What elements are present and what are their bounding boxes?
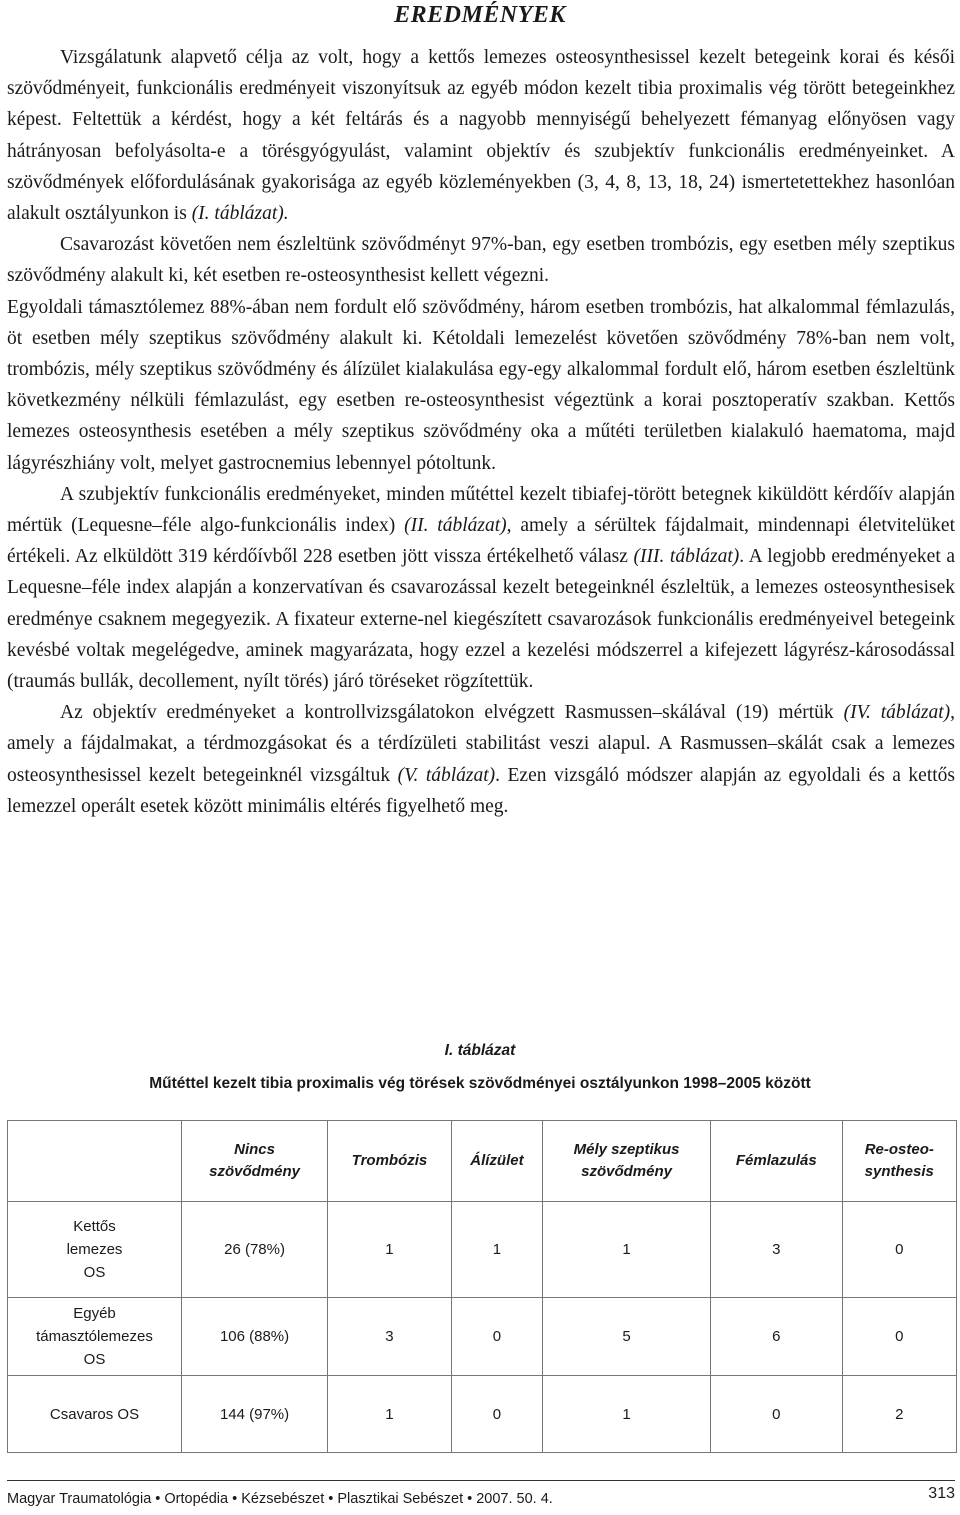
body-paragraph	[7, 229, 955, 291]
table-cell: 26 (78%)	[182, 1202, 328, 1298]
table-header-row	[8, 1121, 957, 1202]
col-header-implant-loosening: Fémlazulás	[711, 1121, 842, 1202]
paragraph-text: Csavarozást követően nem észleltünk szövődményt 97%-ban, egy esetben trombózis, egy esetben mély szeptikus szövődmény alakult ki, két esetben re-osteosynthesist kellett végezni.	[7, 234, 955, 287]
col-header-pseudarthrosis: Álízület	[451, 1121, 542, 1202]
table-cell: 3	[328, 1298, 452, 1376]
body-paragraph	[7, 479, 955, 697]
page-number: 313	[928, 1485, 955, 1502]
paragraph-text: , amely a sérültek fájdalmait, mindennapi életvitelüket értékeli. Az elküldött 319 kérdőívből 228 esetben jött vissza értékelhető válasz	[7, 515, 955, 568]
table-cell: 2	[842, 1376, 956, 1453]
table-header-corner	[8, 1121, 182, 1202]
col-header-thrombosis: Trombózis	[328, 1121, 452, 1202]
table-cell: 0	[451, 1298, 542, 1376]
table-cell: 144 (97%)	[182, 1376, 328, 1453]
footer-divider	[7, 1480, 955, 1481]
col-header-no-complication: Nincs szövődmény	[182, 1121, 328, 1202]
journal-citation: Magyar Traumatológia • Ortopédia • Kézsebészet • Plasztikai Sebészet • 2007. 50. 4.	[7, 1491, 553, 1507]
paragraph-text: Egyoldali támasztólemez 88%-ában nem fordult elő szövődmény, három esetben trombózis, hat alkalommal fémlazulás, öt esetben mély szeptikus szövődmény alakult ki. Kétoldali lemezelést követően szövődmény 78%-ban nem volt, trombózis, mély szeptikus szövődmény és álízület kialakulása egy-egy alkalommal fordult elő, három esetben észleltünk következmény nélküli fémlazulást, egy esetben re-osteosynthesist végeztünk a korai posztoperatív szakban. Kettős lemezes osteosynthesis esetében a mély szeptikus szövődmény oka a műtéti területben kialakuló haematoma, majd lágyrészhiány volt, melyet gastrocnemius lebennyel pótoltunk.	[7, 296, 955, 474]
complications-table	[7, 1120, 957, 1453]
table-reference: (I. táblázat).	[191, 203, 289, 225]
table-cell: 0	[451, 1376, 542, 1453]
article-body	[7, 42, 955, 822]
table-cell: 106 (88%)	[182, 1298, 328, 1376]
body-paragraph	[7, 697, 955, 822]
table-cell: 1	[328, 1202, 452, 1298]
table-cell: 5	[543, 1298, 711, 1376]
table-cell: 3	[711, 1202, 842, 1298]
table-cell: 0	[711, 1376, 842, 1453]
table-cell: 6	[711, 1298, 842, 1376]
paragraph-text: . A legjobb eredményeket a Lequesne–féle index alapján a konzervatívan és csavarozással kezelt betegeinknél észleltük, a lemezes osteosynthesisek eredménye csaknem megegyezik. A fixateur externe-nel kiegészített csavarozások funkcionális eredményeivel betegeink kevésbé voltak megelégedve, aminek magyarázata, hogy ezzel a kezelési módszerrel a kifejezett lágyrész-károsodással (traumás bullák, decollement, nyílt törés) járó töréseket rögzítettük.	[7, 546, 956, 693]
table-number: I. táblázat	[444, 1042, 516, 1059]
table-row	[8, 1298, 957, 1376]
col-header-deep-septic: Mély szeptikus szövődmény	[543, 1121, 711, 1202]
table-cell: 1	[543, 1202, 711, 1298]
table-cell: 1	[328, 1376, 452, 1453]
table-title: Műtéttel kezelt tibia proximalis vég törések szövődményei osztályunkon 1998–2005 között	[149, 1075, 811, 1092]
table-cell: 0	[842, 1298, 956, 1376]
row-label: Kettős lemezes OS	[8, 1202, 182, 1298]
table-cell: 1	[543, 1376, 711, 1453]
paragraph-text: . Ezen vizsgáló módszer alapján az egyoldali és a kettős lemezzel operált esetek között minimális eltérés figyelhető meg.	[7, 764, 956, 817]
table-reference: (III. táblázat)	[633, 546, 740, 568]
body-paragraph	[7, 42, 955, 229]
table-reference: (II. táblázat)	[404, 515, 507, 537]
table-row	[8, 1202, 957, 1298]
paragraph-text: , amely a fájdalmakat, a térdmozgásokat és a térdízületi stabilitást veszi alapul. A Rasmussen–skálát csak a lemezes osteosynthesissel kezelt betegeinknél vizsgáltuk	[7, 702, 955, 786]
table-reference: (IV. táblázat)	[843, 702, 951, 724]
table-row	[8, 1376, 957, 1453]
paragraph-text: Vizsgálatunk alapvető célja az volt, hogy a kettős lemezes osteosynthesissel kezelt betegeink korai és késői szövődményeit, funkcionális eredményeit viszonyítsuk az egyéb módon kezelt tibia proximalis vég törött betegeinkhez képest. Feltettük a kérdést, hogy a két feltárás és a nagyobb mennyiségű behelyezett fémanyag előnyösen vagy hátrányosan befolyásolta-e a törésgyógyulást, valamint objektív és szubjektív funkcionális eredményeinket. A szövődmények előfordulásának gyakorisága az egyéb közleményekben (3, 4, 8, 13, 18, 24) ismertetettekhez hasonlóan alakult osztályunkon is	[7, 47, 955, 225]
table-cell: 1	[451, 1202, 542, 1298]
body-paragraph	[7, 292, 955, 479]
section-heading: EREDMÉNYEK	[394, 2, 566, 28]
paragraph-text: A szubjektív funkcionális eredményeket, minden műtéttel kezelt tibiafej-törött betegnek kiküldött kérdőív alapján mértük (Lequesne–féle algo-funkcionális index)	[7, 483, 955, 537]
paragraph-text: Az objektív eredményeket a kontrollvizsgálatokon elvégzett Rasmussen–skálával (19) mértük	[60, 702, 844, 724]
table-reference: (V. táblázat)	[397, 764, 496, 786]
row-label: Csavaros OS	[8, 1376, 182, 1453]
row-label: Egyéb támasztólemezes OS	[8, 1298, 182, 1376]
table-cell: 0	[842, 1202, 956, 1298]
col-header-re-osteosynthesis: Re-osteo- synthesis	[842, 1121, 956, 1202]
